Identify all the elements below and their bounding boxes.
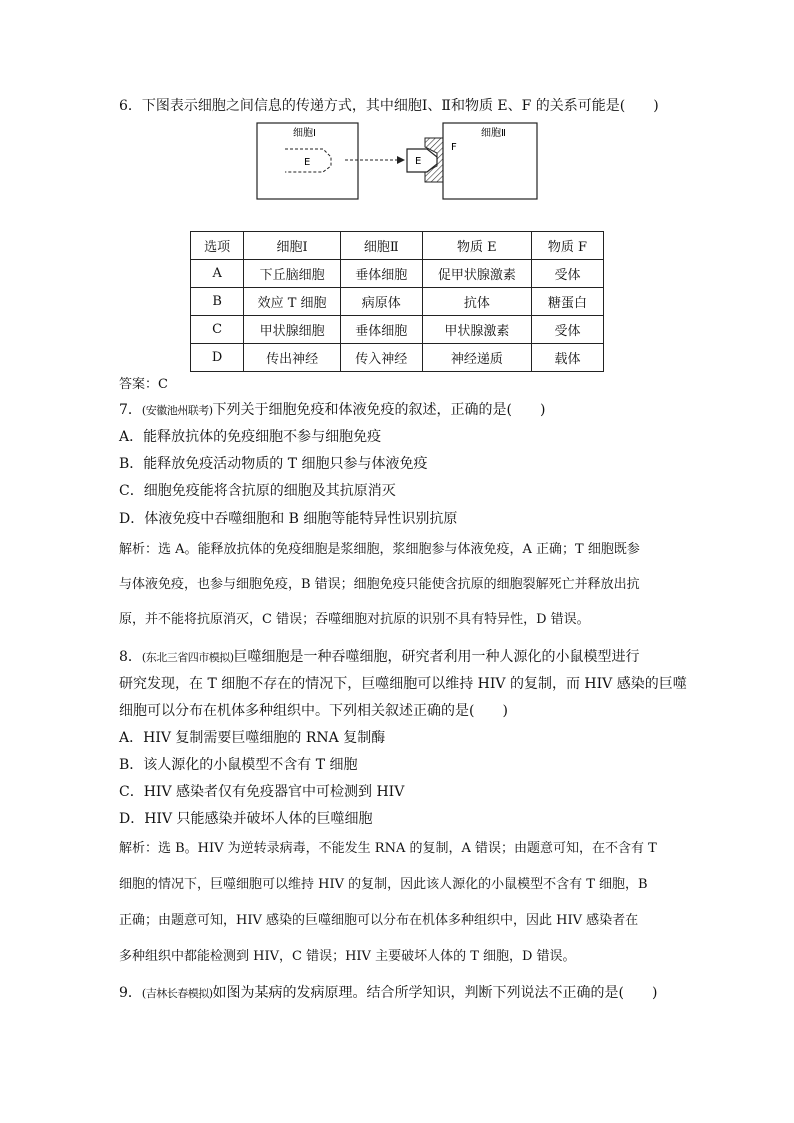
table-cell: 垂体细胞 [340, 316, 422, 344]
table-header-cell: 物质 E [422, 232, 531, 260]
options-table [190, 231, 604, 372]
analysis-line: 原，并不能将抗原消灭，C 错误；吞噬细胞对抗原的识别不具有特异性，D 错误。 [119, 612, 590, 627]
table-cell: 载体 [531, 344, 603, 372]
question-8-stem-line: 研究发现，在 T 细胞不存在的情况下，巨噬细胞可以维持 HIV 的复制，而 HIV 感染的巨噬 [119, 676, 687, 692]
table-row [191, 288, 604, 316]
table-cell: B [191, 288, 244, 316]
question-9-stem [119, 983, 657, 1004]
analysis-line: 与体液免疫，也参与细胞免疫，B 错误；细胞免疫只能使含抗原的细胞裂解死亡并释放出抗 [119, 577, 640, 592]
analysis-line: 正确；由题意可知，HIV 感染的巨噬细胞可以分布在机体多种组织中，因此 HIV 感染者在 [119, 913, 639, 928]
table-cell: 抗体 [422, 288, 531, 316]
table-row [191, 344, 604, 372]
question-6-stem: 6．下图表示细胞之间信息的传递方式，其中细胞Ⅰ、Ⅱ和物质 E、F 的关系可能是( ) [119, 98, 659, 114]
table-header-cell: 物质 F [531, 232, 603, 260]
question-source: (安徽池州联考) [141, 404, 213, 417]
table-cell: A [191, 260, 244, 288]
question-7-stem [119, 400, 545, 421]
question-text: 如图为某病的发病原理。结合所学知识，判断下列说法不正确的是( ) [212, 985, 658, 1001]
arrow-head-icon [397, 156, 405, 164]
table-cell: 受体 [531, 316, 603, 344]
table-cell: 下丘脑细胞 [244, 260, 341, 288]
table-header-cell: 细胞Ⅰ [244, 232, 341, 260]
table-cell: 促甲状腺激素 [422, 260, 531, 288]
analysis-line: 解析：选 B。HIV 为逆转录病毒，不能发生 RNA 的复制，A 错误；由题意可知，在不含有 T [119, 841, 657, 856]
table-header-cell: 细胞Ⅱ [340, 232, 422, 260]
signal-transfer-svg [255, 120, 541, 202]
table-cell: 甲状腺激素 [422, 316, 531, 344]
substance-e-label-2: E [415, 156, 422, 167]
question-source: (吉林长春模拟) [141, 987, 213, 1000]
analysis-line: 解析：选 A。能释放抗体的免疫细胞是浆细胞，浆细胞参与体液免疫，A 正确；T 细胞既参 [119, 542, 640, 557]
question-source: (东北三省四市模拟) [141, 651, 234, 664]
option-b: B．该人源化的小鼠模型不含有 T 细胞 [119, 757, 358, 773]
question-number: 8． [119, 649, 142, 665]
table-cell: 传出神经 [244, 344, 341, 372]
table-cell: 效应 T 细胞 [244, 288, 341, 316]
table-cell: C [191, 316, 244, 344]
table-cell: 垂体细胞 [340, 260, 422, 288]
table-row [191, 260, 604, 288]
question-6-answer: 答案：C [119, 377, 168, 392]
option-c: C．HIV 感染者仅有免疫器官中可检测到 HIV [119, 784, 405, 800]
question-number: 9． [119, 985, 142, 1001]
table-cell: 糖蛋白 [531, 288, 603, 316]
table-row [191, 316, 604, 344]
table-cell: D [191, 344, 244, 372]
substance-e-label-1: E [304, 157, 311, 168]
receptor-f-label: F [451, 142, 457, 153]
table-header-row [191, 232, 604, 260]
table-cell: 受体 [531, 260, 603, 288]
cell-1-label: 细胞Ⅰ [293, 128, 316, 139]
table-cell: 传入神经 [340, 344, 422, 372]
question-text: 下列关于细胞免疫和体液免疫的叙述，正确的是( ) [212, 402, 546, 418]
table-cell: 病原体 [340, 288, 422, 316]
option-a: A．HIV 复制需要巨噬细胞的 RNA 复制酶 [119, 730, 386, 746]
option-a: A．能释放抗体的免疫细胞不参与细胞免疫 [119, 429, 382, 445]
option-c: C．细胞免疫能将含抗原的细胞及其抗原消灭 [119, 483, 396, 499]
question-text: 巨噬细胞是一种吞噬细胞，研究者利用一种人源化的小鼠模型进行 [233, 649, 640, 665]
analysis-line: 多种组织中都能检测到 HIV，C 错误；HIV 主要破坏人体的 T 细胞，D 错误。 [119, 949, 576, 964]
table-cell: 神经递质 [422, 344, 531, 372]
question-number: 7． [119, 402, 142, 418]
question-8-stem-line [119, 647, 640, 668]
option-d: D．体液免疫中吞噬细胞和 B 细胞等能特异性识别抗原 [119, 511, 458, 527]
cell-2-label: 细胞Ⅱ [481, 128, 506, 139]
option-d: D．HIV 只能感染并破坏人体的巨噬细胞 [119, 811, 373, 827]
option-b: B．能释放免疫活动物质的 T 细胞只参与体液免疫 [119, 456, 428, 472]
signal-transfer-diagram [255, 120, 541, 202]
table-cell: 甲状腺细胞 [244, 316, 341, 344]
question-8-stem-line: 细胞可以分布在机体多种组织中。下列相关叙述正确的是( ) [119, 703, 508, 719]
analysis-line: 细胞的情况下，巨噬细胞可以维持 HIV 的复制，因此该人源化的小鼠模型不含有 T 细胞，B [119, 877, 648, 892]
table-header-cell: 选项 [191, 232, 244, 260]
